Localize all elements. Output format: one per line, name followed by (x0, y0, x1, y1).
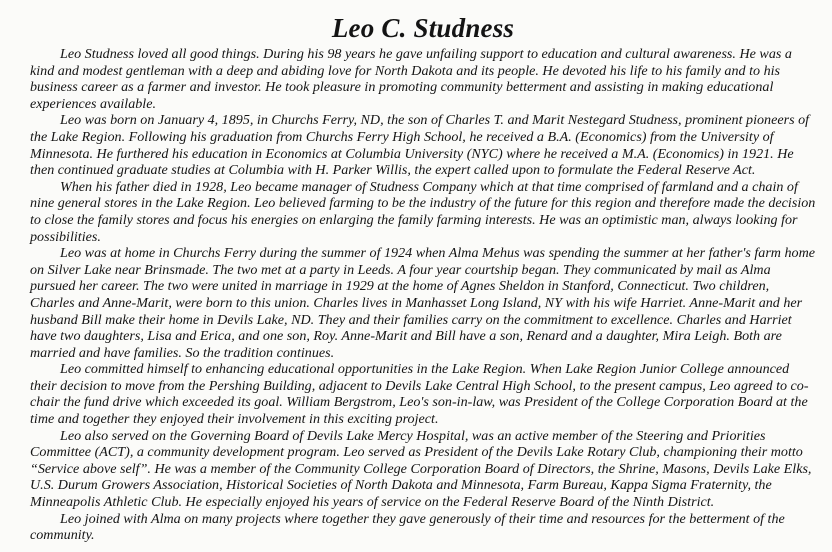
page-title: Leo C. Studness (331, 13, 515, 43)
paragraph-intro (30, 46, 816, 112)
paragraph-education (30, 361, 816, 427)
paragraph-text: Leo committed himself to enhancing educational opportunities in the Lake Region. When Lake Region Junior College announced their decision to move from the Pershing Building, adjacent to Devils Lake Central High School, to the present campus, Leo agreed to co-chair the fund drive which exceeded its goal. William Bergstrom, Leo's son-in-law, was President of the College Corporation Board at the time and together they enjoyed their involvement in this exciting project. (30, 361, 809, 428)
paragraph-text: Leo was born on January 4, 1895, in Churchs Ferry, ND, the son of Charles T. and Marit Nestegard Studness, prominent pioneers of the Lake Region. Following his graduation from Churchs Ferry High School, he received a B.A. (Economics) from the University of Minnesota. He furthered his education in Economics at Columbia University (NYC) where he received a M.A. (Economics) in 1921. He then continued graduate studies at Columbia with H. Parker Willis, the expert called upon to formulate the Federal Reserve Act. (30, 112, 810, 179)
paragraph-early-life (30, 112, 816, 178)
paragraph-text: Leo also served on the Governing Board of Devils Lake Mercy Hospital, was an active member of the Steering and Priorities Committee (ACT), a community development program. Leo served as President of the Devils Lake Rotary Club, championing their motto “Service above self”. He was a member of the Community College Corporation Board of Directors, the Shrine, Masons, Devils Lake Elks, U.S. Durum Growers Association, Historical Societies of North Dakota and Minnesota, Farm Bureau, Kappa Sigma Fraternity, the Minneapolis Athletic Club. He especially enjoyed his years of service on the Federal Reserve Board of the Ninth District. (30, 427, 812, 511)
paragraph-family (30, 245, 816, 361)
paragraph-closing (30, 511, 816, 544)
paragraph-text: Leo joined with Alma on many projects where together they gave generously of their time and resources for the betterment of the community. (30, 510, 785, 544)
paragraph-text: Leo Studness loved all good things. During his 98 years he gave unfailing support to education and cultural awareness. He was a kind and modest gentleman with a deep and abiding love for North Dakota and its people. He devoted his life to his family and to his business career as a farmer and investor. He took pleasure in promoting community betterment and assisting in making educational experiences available. (30, 46, 792, 112)
paragraph-text: Leo was at home in Churchs Ferry during the summer of 1924 when Alma Mehus was spending the summer at her father's farm home on Silver Lake near Brinsmade. The two met at a party in Leeds. A four year courtship began. They communicated by mail as Alma pursued her career. The two were united in marriage in 1929 at the home of Agnes Sheldon in Stanford, Connecticut. Two children, Charles and Anne-Marit, were born to this union. Charles lives in Manhasset Long Island, NY with his wife Harriet. Anne-Marit and her husband Bill make their home in Devils Lake, ND. They and their families carry on the commitment to excellence. Charles and Harriet have two daughters, Lisa and Erica, and one son, Roy. Anne-Marit and Bill have a son, Renard and a daughter, Mira Leigh. Both are married and have families. So the tradition continues. (30, 245, 816, 361)
paragraph-service (30, 428, 816, 511)
paragraph-career (30, 179, 816, 245)
paragraph-text: When his father died in 1928, Leo became manager of Studness Company which at that time comprised of farmland and a chain of nine general stores in the Lake Region. Leo believed farming to be the industry of the future for this region and therefore made the decision to close the family stores and focus his energies on enlarging the family farming interests. He was an optimistic man, always looking for possibilities. (30, 178, 816, 245)
